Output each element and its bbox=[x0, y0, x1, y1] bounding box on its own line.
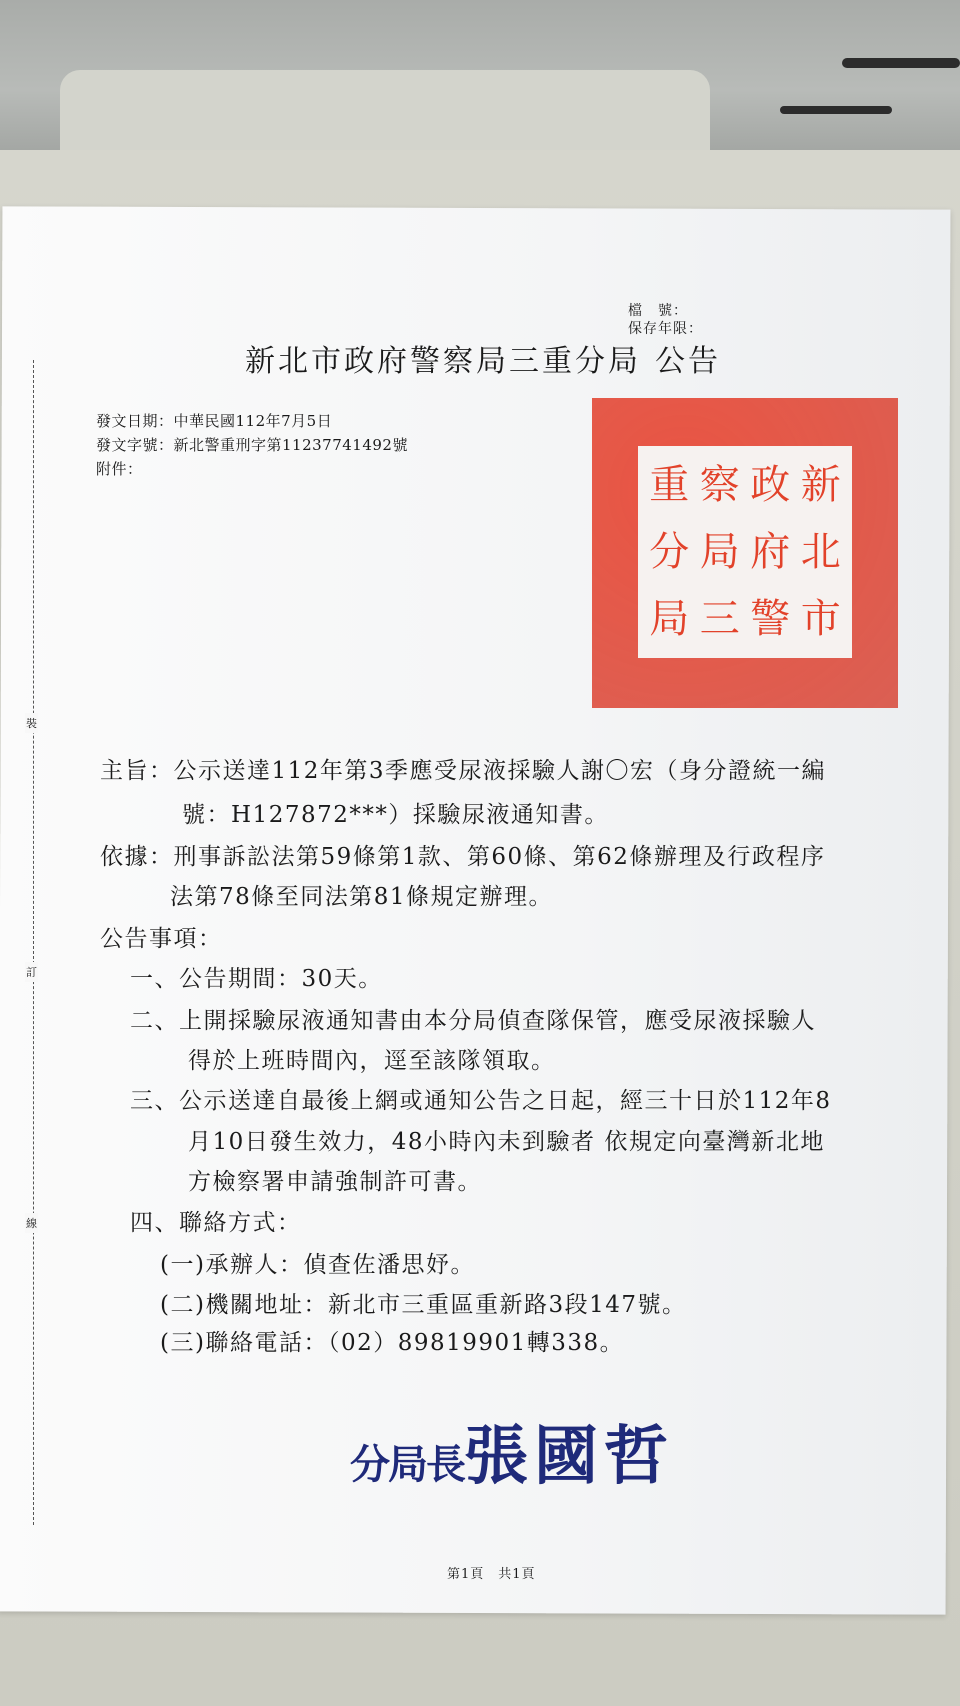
seal-char: 警 bbox=[750, 595, 791, 642]
seal-char: 重 bbox=[649, 462, 690, 509]
contact-2: (二)機關地址：新北市三重區重新路3段147號。 bbox=[160, 1292, 687, 1318]
seal-col-1 bbox=[801, 452, 841, 652]
seal-col-2 bbox=[750, 452, 790, 652]
seal-char: 察 bbox=[699, 462, 740, 509]
item-4: 四、聯絡方式： bbox=[130, 1210, 302, 1236]
subject-line-2: 號：H127872***）採驗尿液通知書。 bbox=[182, 802, 609, 828]
signature-title: 分局長 bbox=[350, 1441, 464, 1488]
seal-char: 三 bbox=[699, 595, 740, 642]
seal-char: 分 bbox=[649, 528, 690, 575]
seal-char: 局 bbox=[649, 595, 690, 642]
contact-1: (一)承辦人：偵查佐潘思妤。 bbox=[160, 1252, 475, 1278]
seal-col-3 bbox=[700, 452, 740, 652]
document-number: 發文字號：新北警重刑字第11237741492號 bbox=[96, 436, 408, 454]
seal-col-4 bbox=[649, 452, 689, 652]
basis-line-2: 法第78條至同法第81條規定辦理。 bbox=[170, 884, 554, 910]
basis-line-1: 依據：刑事訴訟法第59條第1款、第60條、第62條辦理及行政程序 bbox=[100, 844, 826, 870]
seal-inner bbox=[638, 446, 852, 658]
binding-char-zhuang: 裝 bbox=[25, 713, 38, 733]
title-type: 公告 bbox=[655, 344, 721, 379]
official-seal bbox=[592, 398, 898, 708]
item-3-line-2: 月10日發生效力，48小時內未到驗者 依規定向臺灣新北地 bbox=[188, 1129, 825, 1155]
seal-char: 局 bbox=[699, 528, 740, 575]
attachment-label: 附件： bbox=[96, 460, 143, 478]
seal-char: 政 bbox=[750, 462, 791, 509]
subject-line-1: 主旨：公示送達112年第3季應受尿液採驗人謝〇宏（身分證統一編 bbox=[100, 758, 827, 784]
signature-stamp bbox=[350, 1405, 674, 1497]
item-2-line-2: 得於上班時間內，逕至該隊領取。 bbox=[188, 1048, 556, 1074]
plate-slot-bottom bbox=[780, 106, 892, 114]
plate-notch bbox=[60, 70, 710, 160]
binding-char-ding: 訂 bbox=[25, 962, 38, 982]
item-2-line-1: 二、上開採驗尿液通知書由本分局偵查隊保管，應受尿液採驗人 bbox=[130, 1008, 816, 1034]
plate-slot-top bbox=[842, 58, 960, 68]
signature-name: 張國哲 bbox=[464, 1419, 674, 1494]
items-title: 公告事項： bbox=[100, 926, 223, 952]
item-3-line-1: 三、公示送達自最後上網或通知公告之日起，經三十日於112年8 bbox=[130, 1088, 832, 1114]
item-1: 一、公告期間：30天。 bbox=[130, 966, 383, 992]
issue-date: 發文日期：中華民國112年7月5日 bbox=[96, 412, 333, 430]
item-3-line-3: 方檢察署申請強制許可書。 bbox=[188, 1169, 482, 1195]
clipboard-plate bbox=[0, 0, 960, 150]
seal-char: 新 bbox=[800, 462, 841, 509]
title-org: 新北市政府警察局三重分局 bbox=[245, 344, 641, 379]
binding-line bbox=[33, 360, 34, 1525]
contact-3: (三)聯絡電話：（02）89819901轉338。 bbox=[160, 1330, 625, 1356]
file-number-label: 檔 號： bbox=[628, 303, 688, 319]
seal-char: 市 bbox=[800, 595, 841, 642]
retention-label: 保存年限： bbox=[628, 321, 703, 337]
page-number: 第1頁 共1頁 bbox=[447, 1567, 536, 1582]
page-title bbox=[245, 336, 721, 380]
seal-char: 北 bbox=[800, 528, 841, 575]
seal-char: 府 bbox=[750, 528, 791, 575]
binding-char-xian: 線 bbox=[25, 1213, 38, 1233]
